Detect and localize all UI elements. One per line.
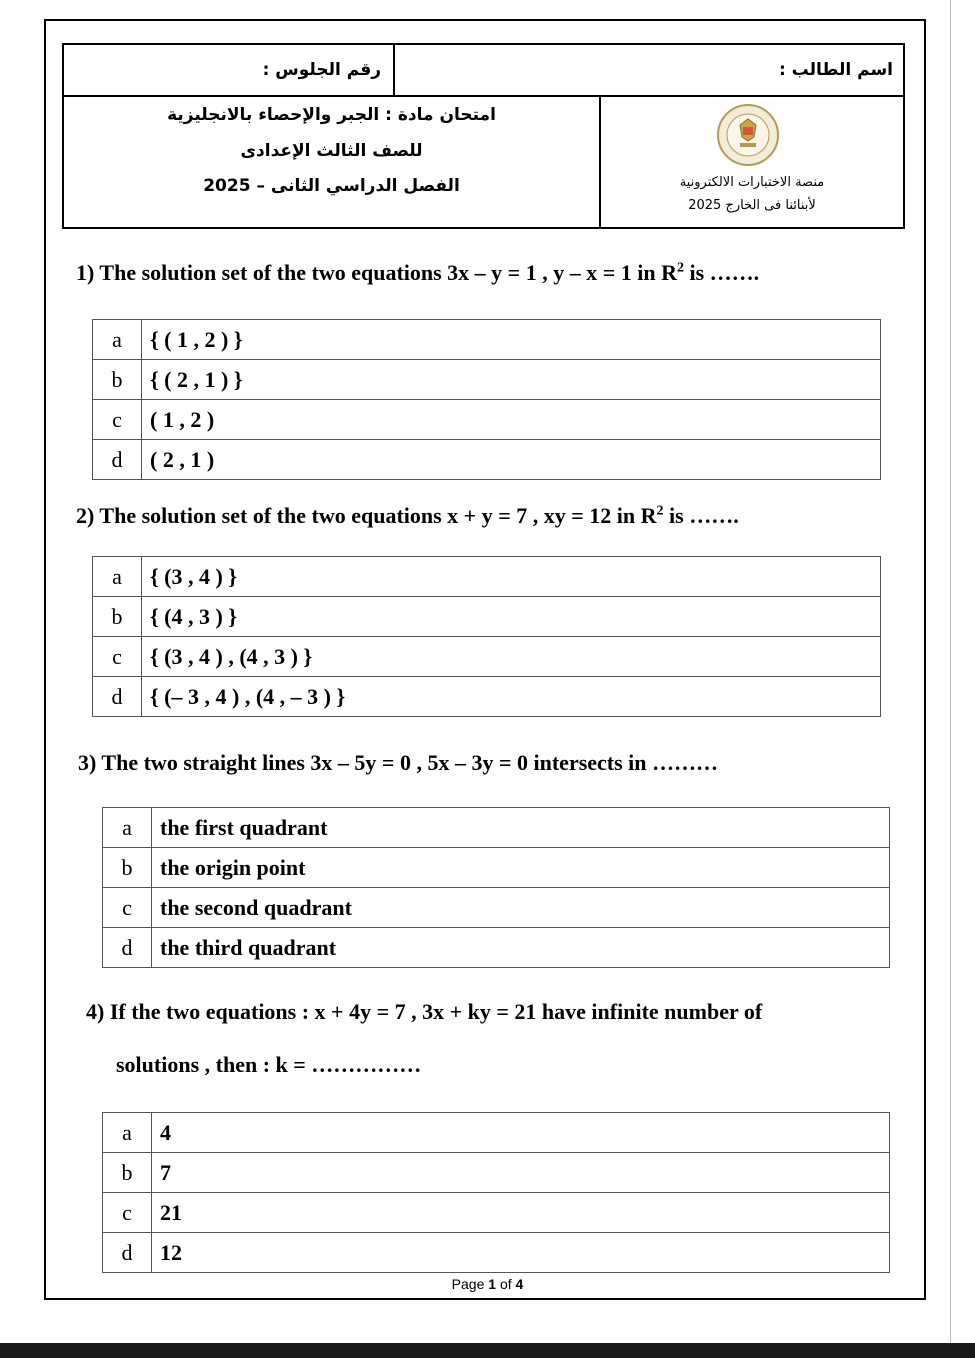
option-letter: a (93, 557, 142, 597)
option-text: { (– 3 , 4 ) , (4 , – 3 ) } (142, 677, 881, 717)
option-row[interactable] (93, 400, 881, 440)
option-row[interactable] (103, 808, 890, 848)
option-letter: c (103, 1193, 152, 1233)
question-2-text (76, 503, 739, 529)
option-text: 4 (152, 1113, 890, 1153)
question-2-superscript: 2 (656, 503, 664, 519)
option-letter: b (103, 848, 152, 888)
option-letter: b (103, 1153, 152, 1193)
question-2-main: 2) The solution set of the two equations x + y = 7 , xy = 12 in R (76, 503, 657, 528)
exam-grade: للصف الثالث الإعدادى (240, 141, 423, 161)
option-letter: b (93, 597, 142, 637)
page-edge-line (950, 0, 951, 1343)
option-text: 12 (152, 1233, 890, 1273)
bottom-bar (0, 1343, 975, 1358)
exam-header (62, 43, 905, 229)
option-row[interactable] (103, 1233, 890, 1273)
option-letter: d (103, 928, 152, 968)
header-title-row (64, 97, 903, 227)
question-4-main: 4) If the two equations : x + 4y = 7 , 3x + ky = 21 have infinite number of (86, 999, 763, 1024)
option-letter: d (103, 1233, 152, 1273)
option-letter: d (93, 440, 142, 480)
page-label: Page (451, 1276, 485, 1292)
seat-number-cell (64, 45, 395, 95)
ministry-logo-cell (601, 97, 903, 227)
header-info-row (64, 45, 903, 97)
option-text: { (3 , 4 ) } (142, 557, 881, 597)
platform-subtitle: لأبنائنا فى الخارج 2025 (688, 198, 816, 213)
option-text: { (4 , 3 ) } (142, 597, 881, 637)
page-total: 4 (515, 1276, 524, 1292)
exam-term: الفصل الدراسي الثانى – 2025 (203, 176, 460, 196)
option-text: ( 1 , 2 ) (142, 400, 881, 440)
seat-number-label: رقم الجلوس : (262, 60, 381, 80)
question-2-options (92, 556, 881, 717)
option-row[interactable] (103, 1153, 890, 1193)
question-1-main: 1) The solution set of the two equations 3x – y = 1 , y – x = 1 in R (76, 260, 677, 285)
exam-subject: امتحان مادة : الجبر والإحصاء بالانجليزية (167, 105, 496, 125)
option-text: { ( 1 , 2 ) } (142, 320, 881, 360)
option-row[interactable] (103, 928, 890, 968)
option-letter: b (93, 360, 142, 400)
question-1-superscript: 2 (676, 260, 684, 276)
option-row[interactable] (93, 677, 881, 717)
option-letter: d (93, 677, 142, 717)
option-letter: a (103, 1113, 152, 1153)
question-4-options (102, 1112, 890, 1273)
option-row[interactable] (93, 320, 881, 360)
question-4-continuation: solutions , then : k = …………… (116, 1052, 422, 1077)
option-row[interactable] (103, 1193, 890, 1233)
option-letter: c (93, 637, 142, 677)
option-text: the second quadrant (152, 888, 890, 928)
option-row[interactable] (103, 1113, 890, 1153)
option-text: 7 (152, 1153, 890, 1193)
option-row[interactable] (93, 637, 881, 677)
option-text: { (3 , 4 ) , (4 , 3 ) } (142, 637, 881, 677)
option-row[interactable] (93, 557, 881, 597)
option-letter: c (93, 400, 142, 440)
question-3-main: 3) The two straight lines 3x – 5y = 0 , 5x – 3y = 0 intersects in ……… (78, 750, 719, 775)
option-letter: a (103, 808, 152, 848)
question-1-text (76, 260, 759, 286)
page-number: 1 (488, 1276, 497, 1292)
option-text: { ( 2 , 1 ) } (142, 360, 881, 400)
question-2-tail: is ……. (663, 503, 739, 528)
option-letter: a (93, 320, 142, 360)
option-text: the origin point (152, 848, 890, 888)
option-row[interactable] (93, 597, 881, 637)
ministry-seal-icon (716, 103, 780, 167)
question-3-text (78, 750, 718, 776)
question-3-options (102, 807, 890, 968)
platform-name: منصة الاختبارات الالكترونية (679, 175, 825, 190)
option-text: ( 2 , 1 ) (142, 440, 881, 480)
page-footer (0, 1276, 975, 1292)
exam-title-cell (64, 97, 601, 227)
student-name-label: اسم الطالب : (778, 60, 893, 80)
option-text: the first quadrant (152, 808, 890, 848)
option-row[interactable] (103, 848, 890, 888)
option-text: the third quadrant (152, 928, 890, 968)
of-label: of (499, 1276, 512, 1292)
question-1-tail: is ……. (683, 260, 760, 285)
option-text: 21 (152, 1193, 890, 1233)
student-name-cell (395, 45, 903, 95)
question-1-options (92, 319, 881, 480)
question-4-text (86, 999, 762, 1025)
option-row[interactable] (93, 360, 881, 400)
option-row[interactable] (103, 888, 890, 928)
option-letter: c (103, 888, 152, 928)
option-row[interactable] (93, 440, 881, 480)
